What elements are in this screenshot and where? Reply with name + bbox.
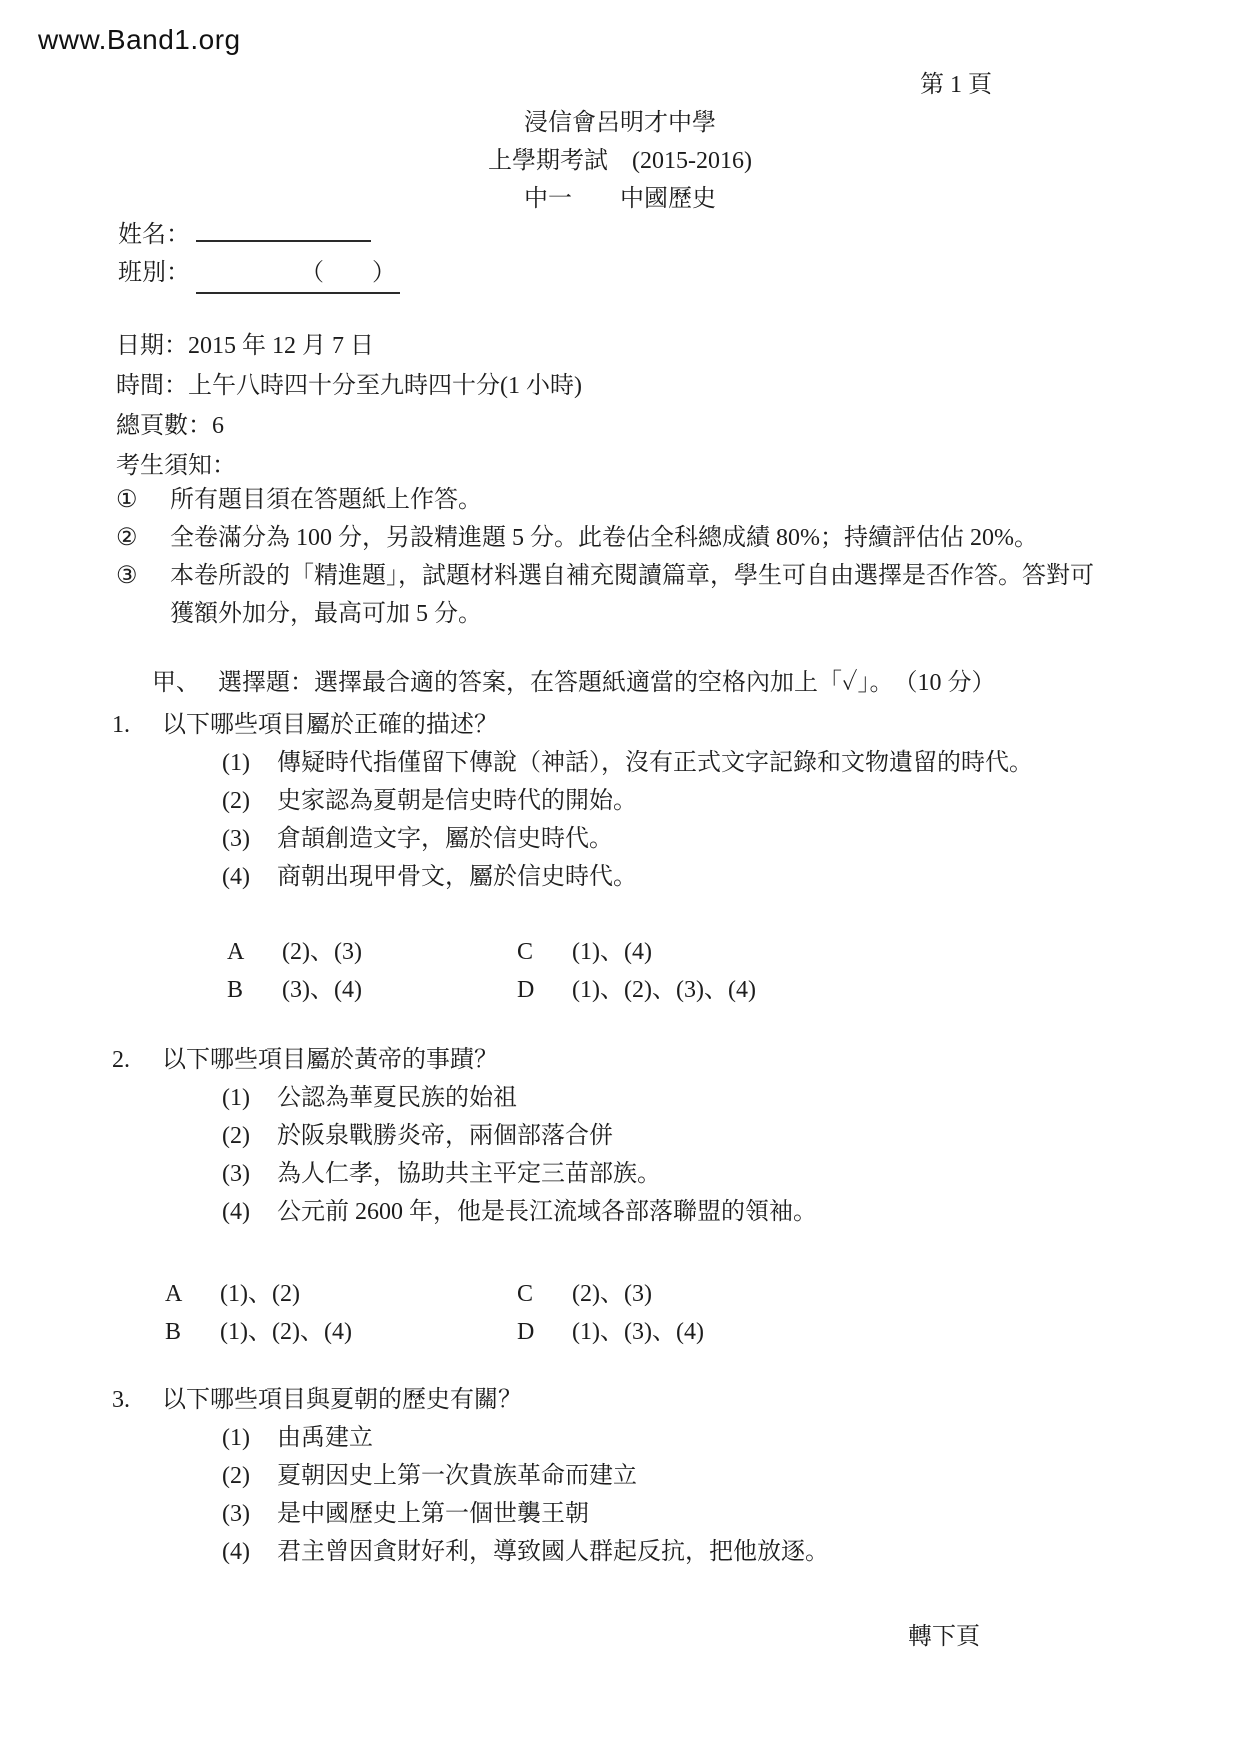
option-letter-c: C bbox=[517, 1281, 534, 1307]
option-letter-a: A bbox=[227, 939, 245, 965]
school-name: 浸信會呂明才中學 bbox=[524, 110, 716, 136]
note-number: ① bbox=[116, 487, 138, 513]
option-value-d: (1)、(3)、(4) bbox=[572, 1319, 704, 1345]
item-number: (2) bbox=[222, 788, 250, 814]
option-value-c: (1)、(4) bbox=[572, 939, 652, 965]
section-instruction: 選擇題：選擇最合適的答案，在答題紙適當的空格內加上「✓」。 （10 分） bbox=[218, 670, 996, 696]
student-info-block bbox=[118, 216, 400, 294]
list-item bbox=[222, 1079, 817, 1117]
list-item bbox=[222, 1419, 829, 1457]
option-letter-c: C bbox=[517, 939, 534, 965]
item-text: 君主曾因貪財好利，導致國人群起反抗，把他放逐。 bbox=[277, 1539, 829, 1565]
item-number: (1) bbox=[222, 750, 250, 776]
question-text: 以下哪些項目屬於黃帝的事蹟？ bbox=[162, 1047, 498, 1073]
item-text: 倉頡創造文字，屬於信史時代。 bbox=[277, 826, 613, 852]
item-text: 於阪泉戰勝炎帝，兩個部落合併 bbox=[277, 1123, 613, 1149]
option-value-b: (1)、(2)、(4) bbox=[220, 1319, 352, 1345]
option-row bbox=[227, 971, 756, 1009]
note-text bbox=[170, 557, 1094, 633]
item-text: 史家認為夏朝是信史時代的開始。 bbox=[277, 788, 637, 814]
item-number: (2) bbox=[222, 1123, 250, 1149]
list-item bbox=[222, 782, 1033, 820]
question-text: 以下哪些項目與夏朝的歷史有關？ bbox=[162, 1387, 522, 1413]
name-blank-field[interactable] bbox=[196, 240, 371, 242]
note-item bbox=[116, 557, 1094, 633]
option-letter-d: D bbox=[517, 1319, 535, 1345]
class-blank-field[interactable] bbox=[196, 254, 400, 294]
option-value-d: (1)、(2)、(3)、(4) bbox=[572, 977, 756, 1003]
question-number: 1. bbox=[112, 712, 130, 738]
note-text-line2: 獲額外加分，最高可加 5 分。 bbox=[170, 601, 482, 627]
question-2-options bbox=[112, 1275, 704, 1351]
question-items bbox=[222, 1419, 829, 1571]
question-head bbox=[112, 706, 1033, 744]
option-row bbox=[165, 1313, 704, 1351]
item-text: 是中國歷史上第一個世襲王朝 bbox=[277, 1501, 589, 1527]
list-item bbox=[222, 1155, 817, 1193]
note-item bbox=[116, 481, 1094, 519]
candidate-notes bbox=[116, 481, 1094, 633]
item-number: (4) bbox=[222, 1199, 250, 1225]
option-letter-b: B bbox=[165, 1319, 182, 1345]
exam-info-block bbox=[116, 326, 582, 486]
item-number: (1) bbox=[222, 1085, 250, 1111]
item-number: (3) bbox=[222, 1501, 250, 1527]
question-items bbox=[222, 744, 1033, 896]
note-item bbox=[116, 519, 1094, 557]
item-text: 傳疑時代指僅留下傳說（神話），沒有正式文字記錄和文物遺留的時代。 bbox=[277, 750, 1033, 776]
item-text: 商朝出現甲骨文，屬於信史時代。 bbox=[277, 864, 637, 890]
list-item bbox=[222, 858, 1033, 896]
notes-title: 考生須知： bbox=[116, 453, 236, 479]
page-number: 第 1 頁 bbox=[920, 72, 992, 98]
item-text: 公認為華夏民族的始祖 bbox=[277, 1085, 517, 1111]
note-text: 全卷滿分為 100 分，另設精進題 5 分。此卷佔全科總成績 80%；持續評估佔 20%。 bbox=[170, 525, 1038, 551]
item-number: (2) bbox=[222, 1463, 250, 1489]
question-2 bbox=[112, 1041, 817, 1231]
item-text: 公元前 2600 年，他是長江流域各部落聯盟的領袖。 bbox=[277, 1199, 817, 1225]
list-item bbox=[222, 744, 1033, 782]
exam-header bbox=[0, 104, 1240, 218]
note-text: 所有題目須在答題紙上作答。 bbox=[170, 487, 482, 513]
date-line: 日期：2015 年 12 月 7 日 bbox=[116, 333, 374, 359]
note-number: ③ bbox=[116, 563, 138, 589]
list-item bbox=[222, 1457, 829, 1495]
section-a-header bbox=[152, 664, 995, 702]
question-items bbox=[222, 1079, 817, 1231]
name-row bbox=[118, 216, 400, 254]
question-head bbox=[112, 1041, 817, 1079]
class-subject: 中一 中國歷史 bbox=[524, 186, 716, 212]
question-1-options bbox=[112, 933, 756, 1009]
option-row bbox=[165, 1275, 704, 1313]
list-item bbox=[222, 1193, 817, 1231]
watermark: www.Band1.org bbox=[38, 24, 241, 55]
item-number: (4) bbox=[222, 1539, 250, 1565]
note-text-line1: 本卷所設的「精進題」，試題材料選自補充閱讀篇章，學生可自由選擇是否作答。答對可 bbox=[170, 563, 1094, 589]
question-head bbox=[112, 1381, 829, 1419]
option-row bbox=[227, 933, 756, 971]
option-letter-a: A bbox=[165, 1281, 183, 1307]
list-item bbox=[222, 820, 1033, 858]
class-row bbox=[118, 254, 400, 294]
item-number: (3) bbox=[222, 826, 250, 852]
list-item bbox=[222, 1117, 817, 1155]
next-page-note: 轉下頁 bbox=[908, 1624, 980, 1650]
name-label: 姓名： bbox=[118, 222, 190, 248]
class-parens: （ ） bbox=[300, 260, 396, 286]
list-item bbox=[222, 1495, 829, 1533]
item-text: 由禹建立 bbox=[277, 1425, 373, 1451]
item-text: 為人仁孝，協助共主平定三苗部族。 bbox=[277, 1161, 661, 1187]
option-value-a: (2)、(3) bbox=[282, 939, 362, 965]
option-letter-d: D bbox=[517, 977, 535, 1003]
class-label: 班別： bbox=[118, 260, 190, 286]
time-line: 時間：上午八時四十分至九時四十分(1 小時) bbox=[116, 373, 582, 399]
question-1 bbox=[112, 706, 1033, 896]
item-text: 夏朝因史上第一次貴族革命而建立 bbox=[277, 1463, 637, 1489]
option-value-b: (3)、(4) bbox=[282, 977, 362, 1003]
total-pages-line: 總頁數：6 bbox=[116, 413, 224, 439]
list-item bbox=[222, 1533, 829, 1571]
question-text: 以下哪些項目屬於正確的描述？ bbox=[162, 712, 498, 738]
question-number: 2. bbox=[112, 1047, 130, 1073]
section-label: 甲、 bbox=[152, 670, 200, 696]
option-letter-b: B bbox=[227, 977, 244, 1003]
item-number: (4) bbox=[222, 864, 250, 890]
item-number: (1) bbox=[222, 1425, 250, 1451]
note-number: ② bbox=[116, 525, 138, 551]
exam-title: 上學期考試 (2015-2016) bbox=[488, 148, 752, 174]
question-3 bbox=[112, 1381, 829, 1571]
option-value-c: (2)、(3) bbox=[572, 1281, 652, 1307]
question-number: 3. bbox=[112, 1387, 130, 1413]
item-number: (3) bbox=[222, 1161, 250, 1187]
option-value-a: (1)、(2) bbox=[220, 1281, 300, 1307]
